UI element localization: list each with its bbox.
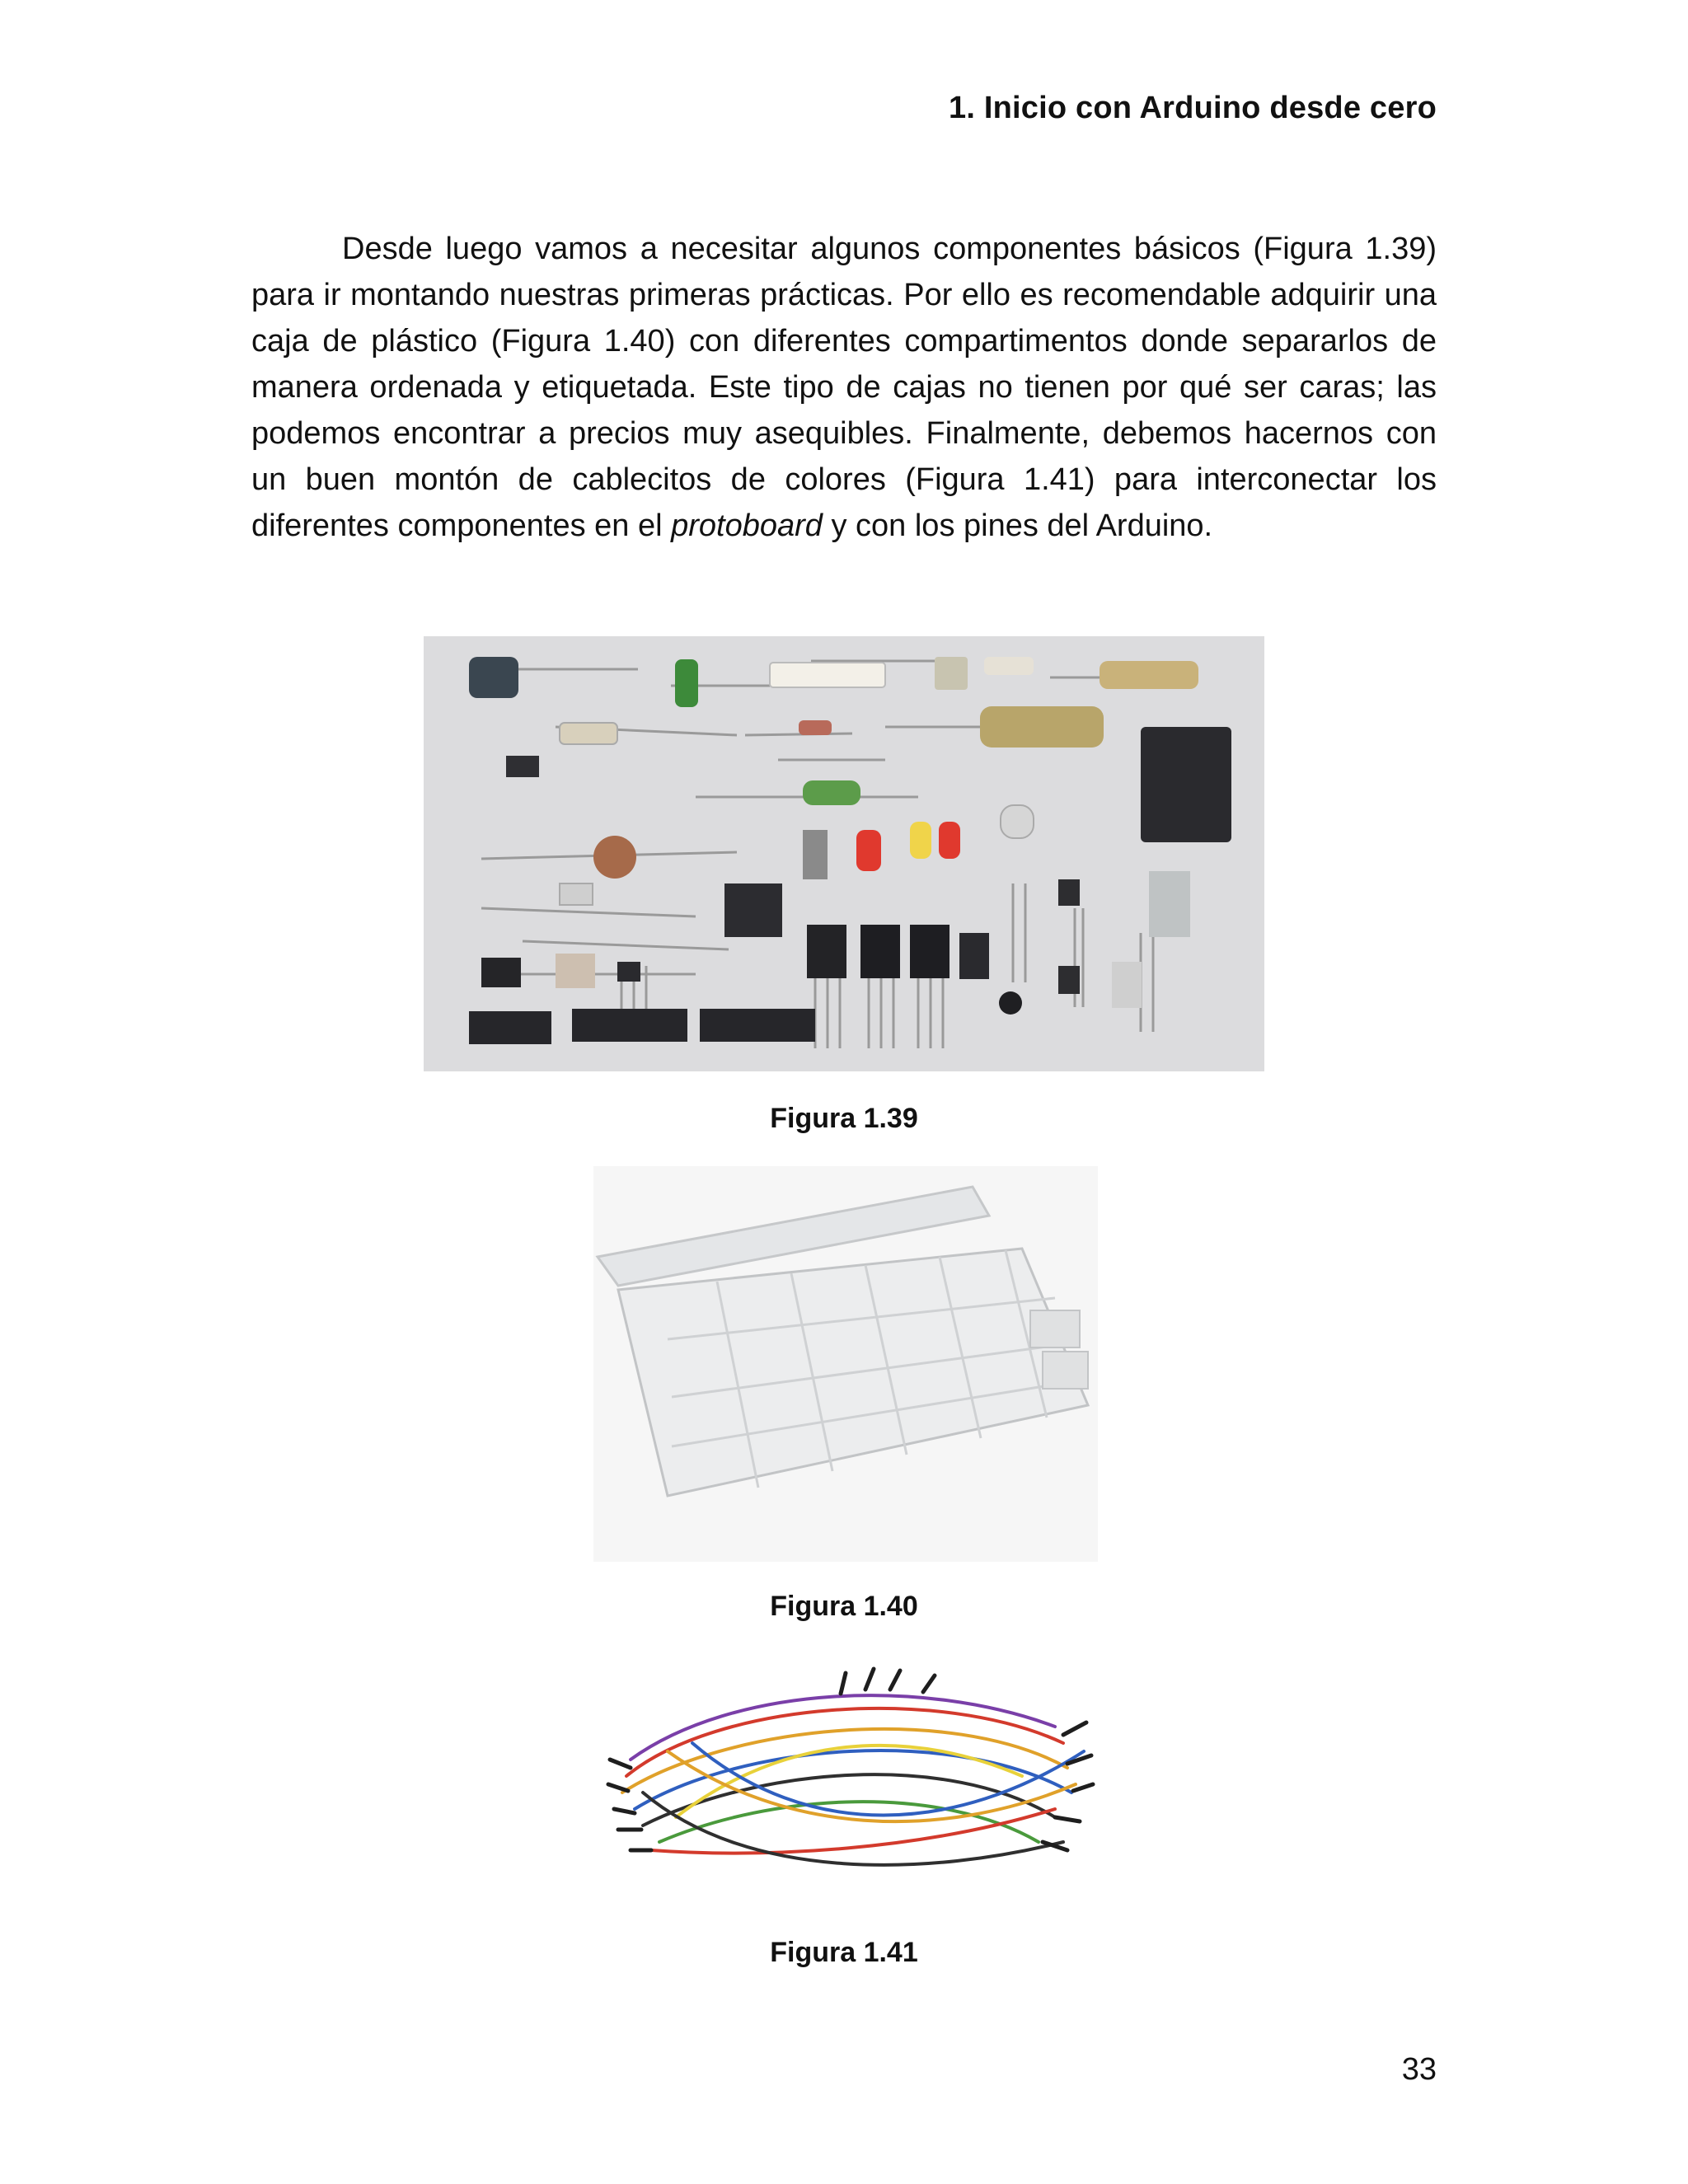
page-number: 33 bbox=[1401, 2052, 1437, 2087]
jumper-wires-photo bbox=[593, 1652, 1098, 1908]
paragraph-text-end: y con los pines del Arduino. bbox=[822, 509, 1213, 543]
body-paragraph bbox=[251, 226, 1437, 549]
plastic-box-illustration bbox=[593, 1166, 1098, 1562]
jumper-wires-illustration bbox=[593, 1652, 1098, 1908]
figure-caption-1-40: Figura 1.40 bbox=[770, 1591, 918, 1622]
figure-caption-1-39: Figura 1.39 bbox=[770, 1103, 918, 1134]
figure-caption-1-41: Figura 1.41 bbox=[770, 1937, 918, 1968]
running-header: 1. Inicio con Arduino desde cero bbox=[949, 91, 1437, 125]
components-illustration bbox=[424, 636, 1264, 1071]
plastic-box-photo bbox=[593, 1166, 1098, 1562]
electronic-components-photo bbox=[424, 636, 1264, 1071]
paragraph-text: Desde luego vamos a necesitar algunos componentes básicos (Figura 1.39) para ir montando nuestras primeras prácticas. Por ello es recomendable adquirir una caja de plástico (Figura 1.40) con diferentes compartimentos donde separarlos de manera ordenada y etiquetada. Este tipo de cajas no tienen por qué ser caras; las podemos encontrar a precios muy asequibles. Finalmente, debemos hacernos con un buen montón de cablecitos de colores (Figura 1.41) para interconectar los diferentes componentes en el bbox=[251, 232, 1437, 543]
italic-term: protoboard bbox=[671, 509, 823, 543]
